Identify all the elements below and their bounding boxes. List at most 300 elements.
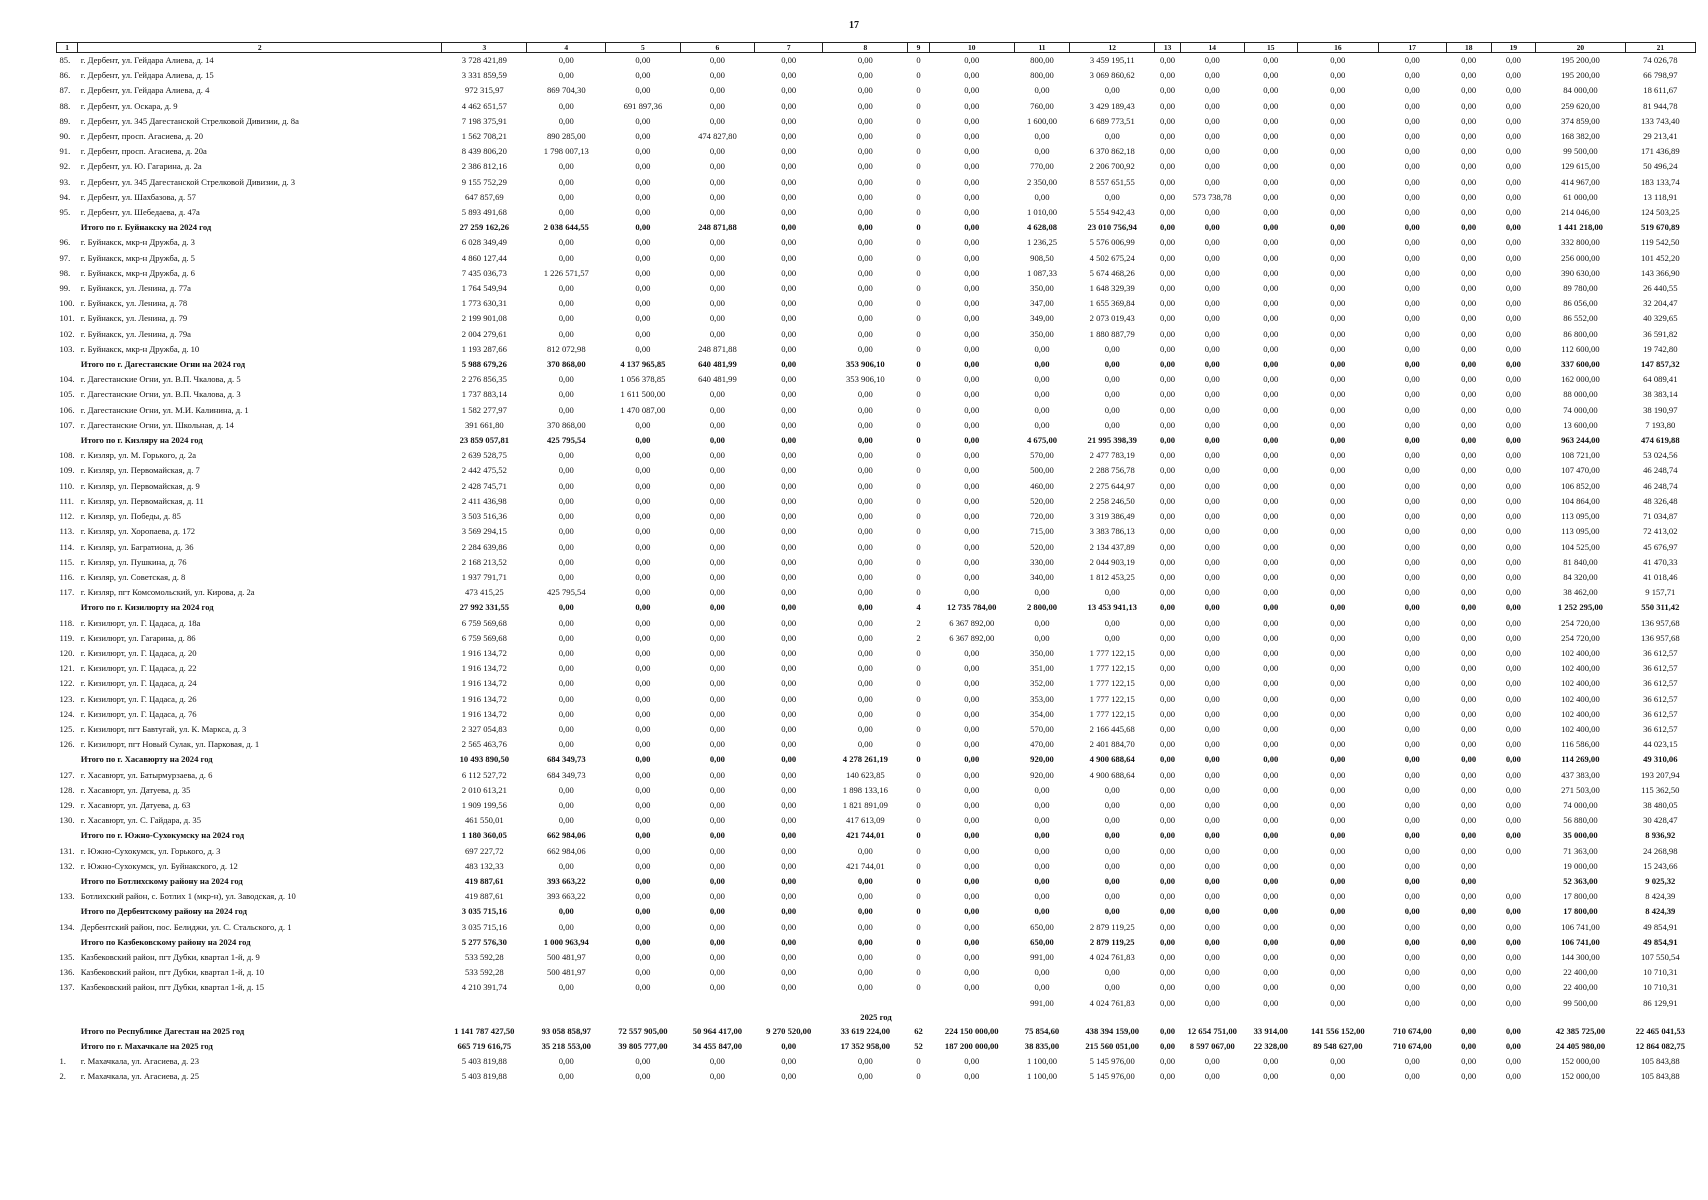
value-cell: 0,00 [1104,815,1120,826]
value-cell: 0,00 [857,571,873,582]
value-cell: 0,00 [1204,936,1220,947]
value-cell: 0 [916,191,921,202]
column-header: 16 [1297,43,1378,53]
row-number: 89. [59,115,71,126]
row-number: 87. [59,85,71,96]
value-cell: 0,00 [1263,815,1279,826]
value-cell: 3 728 421,89 [461,55,507,65]
value-cell: 0,00 [1263,678,1279,689]
value-cell: 0,00 [1204,556,1220,567]
value-cell: 0,00 [1204,495,1220,506]
value-cell: 8 936,92 [1645,830,1676,841]
value-cell: 13 118,91 [1643,191,1678,202]
value-cell: 0,00 [1404,131,1420,142]
value-cell: 0,00 [635,1056,651,1067]
value-cell: 0,00 [709,267,725,278]
value-cell: 417 613,09 [846,815,885,826]
value-cell [908,996,929,1011]
value-cell: 0 [916,1056,921,1067]
value-cell: 18 611,67 [1643,85,1678,96]
value-cell: 8 424,39 [1645,891,1676,902]
value-cell: 0,00 [1330,951,1346,962]
value-cell: 0,00 [1104,389,1120,400]
value-cell: 0,00 [1505,632,1521,643]
value-cell: 4 278 261,19 [842,754,888,765]
value-cell: 0,00 [1404,419,1420,430]
value-cell: 1 600,00 [1026,115,1058,126]
address-cell: Казбековский район, пгт Дубки, квартал 1-й, д. 15 [80,982,265,993]
column-header: 20 [1536,43,1625,53]
value-cell: 24 405 980,00 [1555,1041,1606,1051]
value-cell: 0,00 [1505,1071,1521,1082]
value-cell: 0,00 [1461,191,1477,202]
value-cell: 0,00 [1330,1056,1346,1067]
value-cell: 271 503,00 [1561,784,1600,795]
value-cell: 2 350,00 [1026,176,1058,187]
value-cell: 474 827,80 [698,131,737,142]
value-cell: 800,00 [1030,70,1054,81]
address-cell: Казбековский район, пгт Дубки, квартал 1-й, д. 9 [80,951,260,962]
value-cell: 0,00 [558,480,574,491]
value-cell: 0,00 [1404,465,1420,476]
value-cell: 520,00 [1030,541,1054,552]
total-row [57,1024,1696,1039]
value-cell: 49 854,91 [1643,921,1678,932]
value-cell: 0,00 [1461,283,1477,294]
row-number: 133. [59,891,75,902]
value-cell: 0,00 [1263,769,1279,780]
value-cell: 0,00 [1034,359,1050,370]
value-cell: 0,00 [1404,161,1420,172]
value-cell: 0,00 [1505,161,1521,172]
value-cell: 115 362,50 [1641,784,1680,795]
value-cell: 49 310,06 [1643,754,1678,765]
value-cell: 0,00 [1263,845,1279,856]
value-cell: 4 675,00 [1026,435,1058,446]
value-cell: 0,00 [857,602,873,613]
value-cell: 0,00 [1461,1071,1477,1082]
value-cell: 0,00 [1160,860,1176,871]
value-cell: 0,00 [635,602,651,613]
value-cell: 0,00 [1204,100,1220,111]
value-cell: 393 663,22 [546,891,586,902]
value-cell: 81 840,00 [1563,556,1598,567]
value-cell: 36 612,57 [1643,678,1678,689]
value-cell: 0,00 [1461,1056,1477,1067]
value-cell: 50 964 417,00 [692,1025,743,1036]
value-cell: 0,00 [857,146,873,157]
value-cell: 0,00 [1204,632,1220,643]
value-cell: 84 320,00 [1563,571,1598,582]
value-cell: 0,00 [709,252,725,263]
value-cell: 0,00 [1104,875,1120,886]
value-cell: 0,00 [1160,343,1176,354]
row-number: 136. [59,967,75,978]
subtotal-row [57,433,1696,448]
value-cell: 15 243,66 [1643,860,1678,871]
table-row [57,129,1696,144]
value-cell: 0,00 [1404,951,1420,962]
value-cell: 0,00 [1204,693,1220,704]
value-cell: 0,00 [1263,891,1279,902]
value-cell: 0,00 [635,845,651,856]
address-cell: г. Буйнакск, ул. Ленина, д. 79а [80,328,191,339]
value-cell: 0,00 [635,541,651,552]
value-cell: 0,00 [558,450,574,461]
row-number [57,996,78,1011]
row-number: 95. [59,207,71,218]
value-cell: 0,00 [558,602,574,613]
value-cell: 0,00 [1204,967,1220,978]
value-cell: 193 207,94 [1640,769,1680,780]
value-cell: 0,00 [709,921,725,932]
value-cell: 0,00 [1505,541,1521,552]
value-cell: 0,00 [709,283,725,294]
value-cell: 0,00 [635,921,651,932]
value-cell: 0,00 [964,784,980,795]
value-cell: 0,00 [1404,587,1420,598]
address-cell: Итого по Республике Дагестан на 2025 год [80,1025,245,1036]
value-cell: 0,00 [1505,617,1521,628]
value-cell: 0,00 [1160,936,1176,947]
value-cell: 0,00 [1505,1041,1521,1051]
value-cell: 0,00 [1263,754,1279,765]
value-cell: 0,00 [964,389,980,400]
value-cell: 0,00 [1204,161,1220,172]
value-cell: 0,00 [1160,191,1176,202]
value-cell: 0 [916,176,921,187]
value-cell: 0,00 [1404,526,1420,537]
value-cell: 0,00 [635,875,651,886]
value-cell: 0,00 [1505,587,1521,598]
value-cell: 0,00 [1505,602,1521,613]
value-cell: 0,00 [964,85,980,96]
value-cell: 0,00 [1160,450,1176,461]
value-cell: 0,00 [1404,313,1420,324]
value-cell: 684 349,73 [546,769,586,780]
value-cell: 0,00 [1461,161,1477,172]
value-cell: 1 773 630,31 [461,298,507,309]
value-cell: 0,00 [1505,131,1521,142]
value-cell: 0,00 [558,860,574,871]
value-cell: 0,00 [1204,647,1220,658]
value-cell: 0,00 [558,982,574,993]
table-row [57,327,1696,342]
column-header: 6 [680,43,755,53]
row-number: 109. [59,465,75,476]
value-cell: 0,00 [857,207,873,218]
value-cell: 44 023,15 [1643,739,1678,750]
value-cell: 1 010,00 [1026,207,1058,218]
value-cell: 0,00 [1160,723,1176,734]
address-cell: Итого по Казбековскому району на 2024 год [80,936,251,947]
value-cell: 0,00 [857,967,873,978]
value-cell: 0,00 [709,161,725,172]
value-cell: 0,00 [1404,191,1420,202]
value-cell: 0,00 [1263,161,1279,172]
value-cell: 0,00 [558,647,574,658]
value-cell: 0,00 [709,237,725,248]
value-cell: 0,00 [709,860,725,871]
value-cell: 0 [916,70,921,81]
value-cell: 0,00 [1505,389,1521,400]
table-row [57,509,1696,524]
value-cell: 0 [916,298,921,309]
value-cell: 26 440,55 [1643,283,1678,294]
value-cell: 0,00 [1330,465,1346,476]
value-cell: 0,00 [709,146,725,157]
row-number: 129. [59,799,75,810]
value-cell: 0,00 [781,267,797,278]
table-row [57,646,1696,661]
value-cell: 0,00 [857,115,873,126]
value-cell: 106 852,00 [1561,480,1600,491]
value-cell: 391 661,80 [465,419,504,430]
value-cell: 0,00 [781,115,797,126]
value-cell: 0,00 [1204,480,1220,491]
value-cell: 0,00 [1461,693,1477,704]
value-cell: 224 150 000,00 [944,1025,999,1036]
value-cell: 0,00 [1404,359,1420,370]
value-cell: 0,00 [1204,906,1220,917]
value-cell: 61 000,00 [1563,191,1598,202]
value-cell: 0,00 [1263,374,1279,385]
value-cell: 86 056,00 [1563,298,1598,309]
value-cell: 0,00 [635,495,651,506]
value-cell: 46 248,74 [1643,480,1678,491]
value-cell: 0,00 [1505,678,1521,689]
value-cell: 0 [916,571,921,582]
value-cell: 0,00 [781,769,797,780]
value-cell: 0,00 [857,906,873,917]
value-cell: 0,00 [635,115,651,126]
value-cell: 0,00 [1263,723,1279,734]
value-cell: 0,00 [781,222,797,233]
address-cell: Итого по г. Махачкале на 2025 год [80,1041,213,1051]
value-cell: 0,00 [964,571,980,582]
value-cell: 0 [916,906,921,917]
value-cell: 0,00 [1461,891,1477,902]
row-number: 100. [59,298,75,309]
value-cell: 0,00 [635,146,651,157]
value-cell: 0,00 [1034,982,1050,993]
value-cell: 152 000,00 [1561,1071,1600,1082]
value-cell: 0 [916,556,921,567]
value-cell: 0,00 [709,875,725,886]
value-cell: 0 [916,511,921,522]
value-cell: 0,00 [964,723,980,734]
value-cell: 0,00 [1263,541,1279,552]
value-cell: 0,00 [1505,769,1521,780]
value-cell: 0,00 [635,267,651,278]
value-cell: 10 493 890,50 [459,754,510,765]
value-cell: 72 557 905,00 [618,1025,668,1036]
value-cell: 0,00 [857,587,873,598]
value-cell: 0,00 [857,556,873,567]
value-cell: 0,00 [1160,176,1176,187]
address-cell: г. Южно-Сухокумск, ул. Буйнакского, д. 12 [80,860,238,871]
value-cell: 52 [914,1041,923,1051]
value-cell: 1 916 134,72 [461,708,507,719]
value-cell: 0,00 [964,769,980,780]
value-cell: 0,00 [1034,860,1050,871]
value-cell: 71 034,87 [1643,511,1678,522]
value-cell: 0,00 [857,541,873,552]
value-cell: 0,00 [964,328,980,339]
value-cell: 0 [916,784,921,795]
value-cell: 0,00 [635,419,651,430]
value-cell: 0,00 [1263,465,1279,476]
value-cell: 0,00 [1160,526,1176,537]
value-cell: 0,00 [558,678,574,689]
value-cell: 0,00 [1404,389,1420,400]
value-cell: 108 721,00 [1561,450,1600,461]
value-cell: 0,00 [1204,921,1220,932]
value-cell: 0,00 [857,1056,873,1067]
value-cell: 0,00 [635,830,651,841]
value-cell: 0,00 [857,328,873,339]
value-cell: 0,00 [781,450,797,461]
value-cell: 0,00 [1204,176,1220,187]
address-cell: г. Хасавюрт, ул. С. Гайдара, д. 35 [80,815,202,826]
value-cell: 0,00 [709,769,725,780]
value-cell: 0,00 [1330,693,1346,704]
address-cell: г. Кизляр, ул. Советская, д. 8 [80,571,186,582]
value-cell: 0,00 [857,191,873,202]
value-cell: 550 311,42 [1641,602,1680,613]
value-cell: 353 906,10 [846,374,885,385]
value-cell: 1 193 287,66 [461,343,507,354]
subtotal-row [57,904,1696,919]
value-cell: 104 525,00 [1561,541,1600,552]
value-cell: 74 000,00 [1563,404,1598,415]
value-cell: 0,00 [709,815,725,826]
value-cell: 0,00 [964,374,980,385]
value-cell: 0,00 [1404,100,1420,111]
value-cell: 0,00 [1204,875,1220,886]
subtotal-row [57,357,1696,372]
value-cell: 1 141 787 427,50 [454,1025,515,1036]
value-cell: 0,00 [1034,799,1050,810]
value-cell: 0,00 [1204,845,1220,856]
value-cell: 2 168 213,52 [461,556,507,567]
value-cell: 41 018,46 [1643,571,1678,582]
value-cell: 0,00 [1404,906,1420,917]
value-cell: 0,00 [1505,739,1521,750]
value-cell: 0,00 [709,526,725,537]
value-cell: 0,00 [781,283,797,294]
value-cell: 0,00 [1505,511,1521,522]
value-cell: 0,00 [1263,252,1279,263]
value-cell: 0,00 [1330,267,1346,278]
row-number: 113. [59,526,75,537]
value-cell: 0,00 [1104,359,1120,370]
value-cell: 3 429 189,43 [1089,100,1135,111]
value-cell: 4 137 965,85 [620,359,666,370]
value-cell: 141 556 152,00 [1310,1025,1365,1036]
value-cell: 0,00 [1160,663,1176,674]
value-cell: 0,00 [1160,951,1176,962]
value-cell: 720,00 [1030,511,1054,522]
value-cell: 0,00 [709,404,725,415]
value-cell: 0,00 [1404,875,1420,886]
value-cell: 2 401 884,70 [1089,739,1135,750]
value-cell: 0,00 [1263,663,1279,674]
value-cell: 1 764 549,94 [461,283,507,294]
value-cell: 0 [916,100,921,111]
value-cell: 42 385 725,00 [1555,1025,1606,1036]
value-cell: 36 612,57 [1643,693,1678,704]
value-cell: 0,00 [781,389,797,400]
value-cell: 0,00 [964,708,980,719]
value-cell: 0,00 [1461,435,1477,446]
value-cell: 0,00 [635,191,651,202]
value-cell: 0,00 [1461,587,1477,598]
value-cell: 0,00 [1404,541,1420,552]
value-cell: 0,00 [1505,480,1521,491]
value-cell: 0 [916,435,921,446]
value-cell: 22 400,00 [1563,982,1598,993]
value-cell: 183 133,74 [1640,176,1680,187]
value-cell: 0,00 [1034,389,1050,400]
value-cell: 144 300,00 [1561,951,1600,962]
value-cell: 0,00 [635,617,651,628]
value-cell: 0,00 [964,283,980,294]
value-cell: 0,00 [1404,663,1420,674]
value-cell: 0 [916,723,921,734]
value-cell: 23 859 057,81 [459,435,510,446]
row-number: 126. [59,739,75,750]
table-row [57,722,1696,737]
value-cell: 0,00 [558,571,574,582]
value-cell: 1 777 122,15 [1089,647,1135,658]
value-cell: 500,00 [1030,465,1054,476]
value-cell: 0 [916,389,921,400]
value-cell: 0,00 [1263,1071,1279,1082]
value-cell: 0,00 [1104,131,1120,142]
value-cell: 0,00 [1263,921,1279,932]
value-cell: 0,00 [635,571,651,582]
value-cell: 0,00 [1461,222,1477,233]
value-cell: 0,00 [635,587,651,598]
value-cell: 0,00 [1160,769,1176,780]
value-cell: 691 897,36 [623,100,663,111]
value-cell: 0,00 [1034,815,1050,826]
value-cell: 0,00 [1505,252,1521,263]
value-cell: 0,00 [709,784,725,795]
value-cell: 0,00 [1204,541,1220,552]
value-cell: 0,00 [558,815,574,826]
value-cell: 3 331 859,59 [461,70,507,81]
value-cell: 0,00 [1461,404,1477,415]
value-cell: 0 [916,875,921,886]
value-cell: 40 329,65 [1643,313,1678,324]
value-cell [606,996,681,1011]
row-number: 128. [59,784,75,795]
value-cell: 0,00 [781,359,797,370]
value-cell: 0,00 [1160,1025,1176,1036]
address-cell: г. Махачкала, ул. Агасиева, д. 25 [80,1071,199,1082]
value-cell: 0,00 [857,845,873,856]
value-cell: 0 [916,146,921,157]
value-cell: 0,00 [709,754,725,765]
row-number: 114. [59,541,75,552]
value-cell: 0,00 [1263,860,1279,871]
value-cell: 33 914,00 [1253,1025,1288,1036]
value-cell: 1 880 887,79 [1089,328,1135,339]
value-cell: 0,00 [964,830,980,841]
value-cell: 963 244,00 [1561,435,1600,446]
